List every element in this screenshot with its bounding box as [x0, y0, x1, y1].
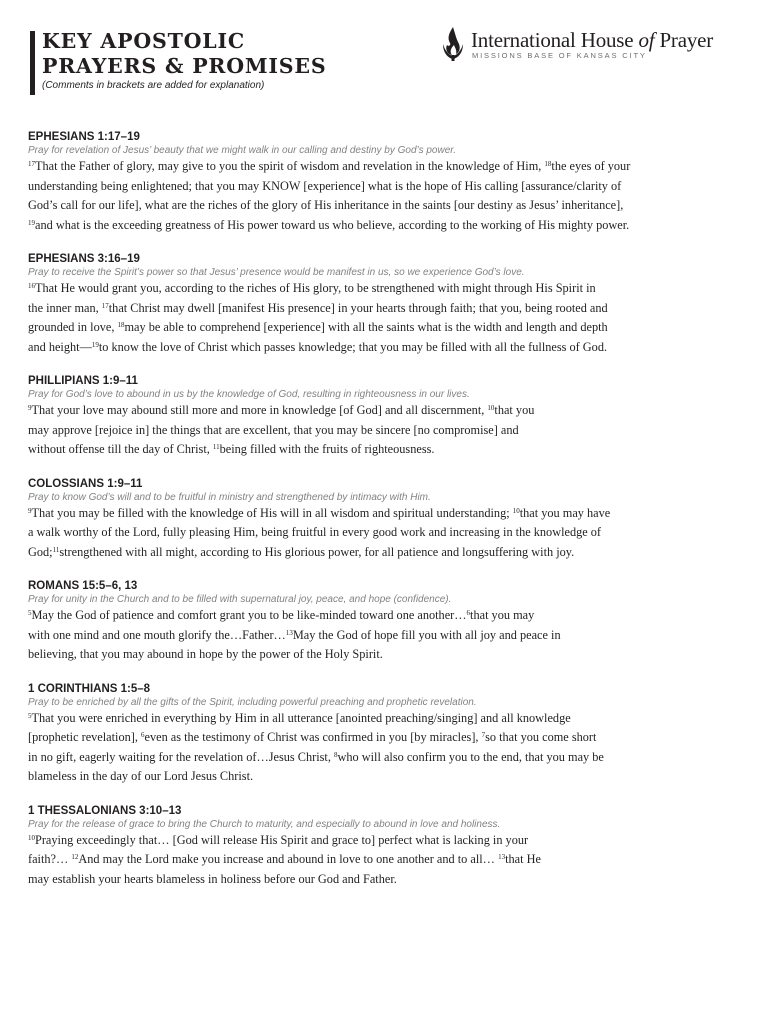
verse-number: 7 — [481, 731, 486, 739]
verse-text: That your love may abound still more and more in knowledge [of God] and all discernment, — [31, 403, 488, 417]
verse-number: 12 — [71, 853, 79, 861]
title-line-2: PRAYERS & PROMISES — [42, 54, 327, 78]
verse-text: may approve [rejoice in] the things that are excellent, that you may be sincere [no compromise] and — [28, 422, 519, 437]
verse-line — [28, 440, 740, 460]
prayer-section — [28, 682, 740, 787]
verse-text: so that you come short — [485, 730, 597, 744]
prayer-prompt: Pray for revelation of Jesus’ beauty that we might walk in our calling and destiny by God’s power. — [28, 145, 457, 156]
prayer-section — [28, 374, 740, 460]
verse-line — [28, 299, 740, 319]
verse-line — [28, 177, 740, 197]
prayer-list — [28, 130, 740, 906]
verse-text: the eyes of your — [551, 159, 631, 173]
prayer-section — [28, 477, 740, 563]
verse-text: who will also confirm you to the end, that you may be — [337, 749, 604, 764]
verse-line — [28, 870, 740, 890]
scripture-reference: EPHESIANS 1:17–19 — [28, 131, 140, 143]
prayer-prompt: Pray for the release of grace to bring the Church to maturity, and especially to abound in love and holiness. — [28, 818, 501, 830]
verse-text: may be able to comprehend [experience] with all the saints what is the width and length and depth — [124, 320, 608, 334]
verse-number: 9 — [28, 506, 32, 515]
verse-number: 19 — [91, 340, 99, 349]
verse-text: in no gift, eagerly waiting for the revelation of…Jesus Christ, — [28, 749, 334, 764]
verse-line — [28, 421, 740, 441]
verse-number: 16 — [28, 282, 35, 290]
verse-text: May the God of patience and comfort grant you to be like-minded toward one another… — [31, 608, 467, 622]
verse-text: that Christ may dwell [manifest His presence] in your hearts through faith; that you, being rooted and — [108, 300, 608, 315]
verse-number: 17 — [28, 160, 35, 168]
verse-line — [28, 709, 740, 729]
prayer-section — [28, 804, 740, 890]
verse-number: 11 — [52, 545, 60, 554]
verse-number: 6 — [141, 731, 145, 739]
verse-line — [28, 196, 740, 216]
verse-text: and height— — [28, 339, 92, 354]
prayer-prompt: Pray to be enriched by all the gifts of the Spirit, including powerful preaching and prophetic revelation. — [28, 696, 477, 708]
verse-number: 11 — [212, 443, 220, 451]
verse-number: 10 — [487, 404, 495, 412]
verse-text: without offense till the day of Christ, — [28, 442, 213, 456]
page-title — [42, 29, 326, 79]
verse-text: God’s call for our life], what are the riches of the glory of His inheritance in the saints [our destiny as Jesus’ inheritance], — [28, 198, 624, 212]
verse-text: understanding being enlightened; that you may KNOW [experience] what is the hope of His calling [assurance/clarity of — [28, 178, 622, 193]
logo-name-of: of — [638, 28, 655, 52]
verse-text: believing, that you may abound in hope by the power of the Holy Spirit. — [28, 647, 383, 661]
verse-number: 9 — [28, 404, 32, 412]
prayer-prompt: Pray for God’s love to abound in us by the knowledge of God, resulting in righteousness in our lives. — [28, 389, 470, 400]
verse-text: with one mind and one mouth glorify the…Father… — [28, 627, 286, 642]
verse-text: and what is the exceeding greatness of His power toward us who believe, according to the working of His mighty power. — [35, 217, 630, 232]
verse-text: that you — [494, 403, 535, 417]
verse-text: strengthened with all might, according to His glorious power, for all patience and longsuffering with joy. — [59, 544, 575, 559]
verse-text: that He — [505, 852, 541, 866]
verse-number: 6 — [466, 609, 471, 617]
verse-line — [28, 279, 740, 299]
logo-tagline: MISSIONS BASE OF KANSAS CITY — [472, 51, 647, 60]
verse-text: that you may have — [519, 505, 611, 520]
verse-line — [28, 728, 740, 748]
verse-text: faith?… — [28, 852, 72, 866]
verse-text: a walk worthy of the Lord, fully pleasing Him, being fruitful in every good work and increasing in the knowledge of — [28, 525, 602, 539]
verse-line — [28, 606, 740, 626]
scripture-reference: 1 THESSALONIANS 3:10–13 — [28, 804, 182, 817]
verse-number: 13 — [498, 853, 506, 861]
prayer-section — [28, 130, 740, 235]
title-line-1: KEY APOSTOLIC — [42, 29, 246, 53]
verse-line — [28, 216, 740, 236]
verse-line — [28, 543, 740, 563]
title-accent-bar — [30, 31, 35, 95]
ihop-logo — [440, 26, 740, 66]
prayer-prompt: Pray to receive the Spirit’s power so that Jesus’ presence would be manifest in us, so we experience God’s love. — [28, 267, 525, 278]
verse-number: 13 — [285, 628, 293, 637]
verse-number: 19 — [28, 218, 35, 227]
verse-line — [28, 831, 740, 851]
verse-text: That the Father of glory, may give to you the spirit of wisdom and revelation in the knowledge of Him, — [35, 159, 545, 173]
verse-text: Praying exceedingly that… [God will release His Spirit and grace to] perfect what is lacking in your — [35, 832, 529, 847]
verse-text: to know the love of Christ which passes knowledge; that you may be filled with all the fullness of God. — [98, 339, 608, 354]
scripture-reference: 1 CORINTHIANS 1:5–8 — [28, 682, 151, 695]
verse-number: 5 — [28, 609, 32, 617]
verse-text: That you were enriched in everything by Him in all utterance [anointed preaching/singing] and all knowledge — [31, 710, 571, 725]
logo-name-part2: Prayer — [654, 28, 714, 52]
verse-text: [prophetic revelation], — [28, 730, 142, 744]
prayer-prompt: Pray for unity in the Church and to be filled with supernatural joy, peace, and hope (confidence). — [28, 594, 452, 605]
verse-text: grounded in love, — [28, 320, 118, 334]
verse-line — [28, 157, 740, 177]
verse-number: 17 — [101, 301, 109, 310]
verse-number: 8 — [334, 750, 338, 759]
verse-text: being filled with the fruits of righteousness. — [219, 442, 435, 456]
verse-text: that you may — [470, 608, 535, 622]
verse-line — [28, 645, 740, 665]
logo-wordmark — [471, 28, 713, 52]
verse-line — [28, 748, 740, 768]
logo-name-part1: International House — [471, 28, 639, 52]
prayer-prompt: Pray to know God’s will and to be fruitful in ministry and strengthened by intimacy with Him. — [28, 491, 431, 503]
verse-number: 18 — [544, 160, 552, 168]
verse-text: That you may be filled with the knowledge of His will in all wisdom and spiritual understanding; — [31, 505, 513, 520]
verse-line — [28, 850, 740, 870]
scripture-reference: COLOSSIANS 1:9–11 — [28, 477, 143, 490]
prayer-section — [28, 252, 740, 357]
verse-number: 10 — [28, 833, 35, 842]
scripture-reference: PHILLIPIANS 1:9–11 — [28, 375, 138, 387]
verse-text: May the God of hope fill you with all joy and peace in — [292, 627, 561, 642]
verse-text: And may the Lord make you increase and abound in love to one another and to all… — [78, 852, 499, 866]
verse-line — [28, 318, 740, 338]
page-header — [0, 0, 768, 110]
verse-line — [28, 504, 740, 524]
verse-line — [28, 401, 740, 421]
verse-text: blameless in the day of our Lord Jesus Christ. — [28, 769, 254, 783]
scripture-reference: EPHESIANS 3:16–19 — [28, 253, 140, 265]
verse-line — [28, 767, 740, 787]
prayer-section — [28, 579, 740, 665]
verse-text: God; — [28, 544, 53, 559]
verse-line — [28, 523, 740, 543]
flame-icon — [440, 26, 466, 62]
verse-text: That He would grant you, according to the riches of His glory, to be strengthened with might through His Spirit in — [35, 281, 596, 295]
scripture-reference: ROMANS 15:5–6, 13 — [28, 580, 138, 592]
verse-number: 5 — [28, 711, 32, 720]
verse-text: even as the testimony of Christ was confirmed in you [by miracles], — [144, 730, 482, 744]
verse-number: 18 — [117, 321, 125, 329]
verse-line — [28, 626, 740, 646]
verse-number: 10 — [512, 506, 520, 515]
verse-line — [28, 338, 740, 358]
page-subtitle: (Comments in brackets are added for explanation) — [42, 80, 265, 91]
verse-text: may establish your hearts blameless in holiness before our God and Father. — [28, 871, 397, 886]
verse-text: the inner man, — [28, 300, 102, 315]
